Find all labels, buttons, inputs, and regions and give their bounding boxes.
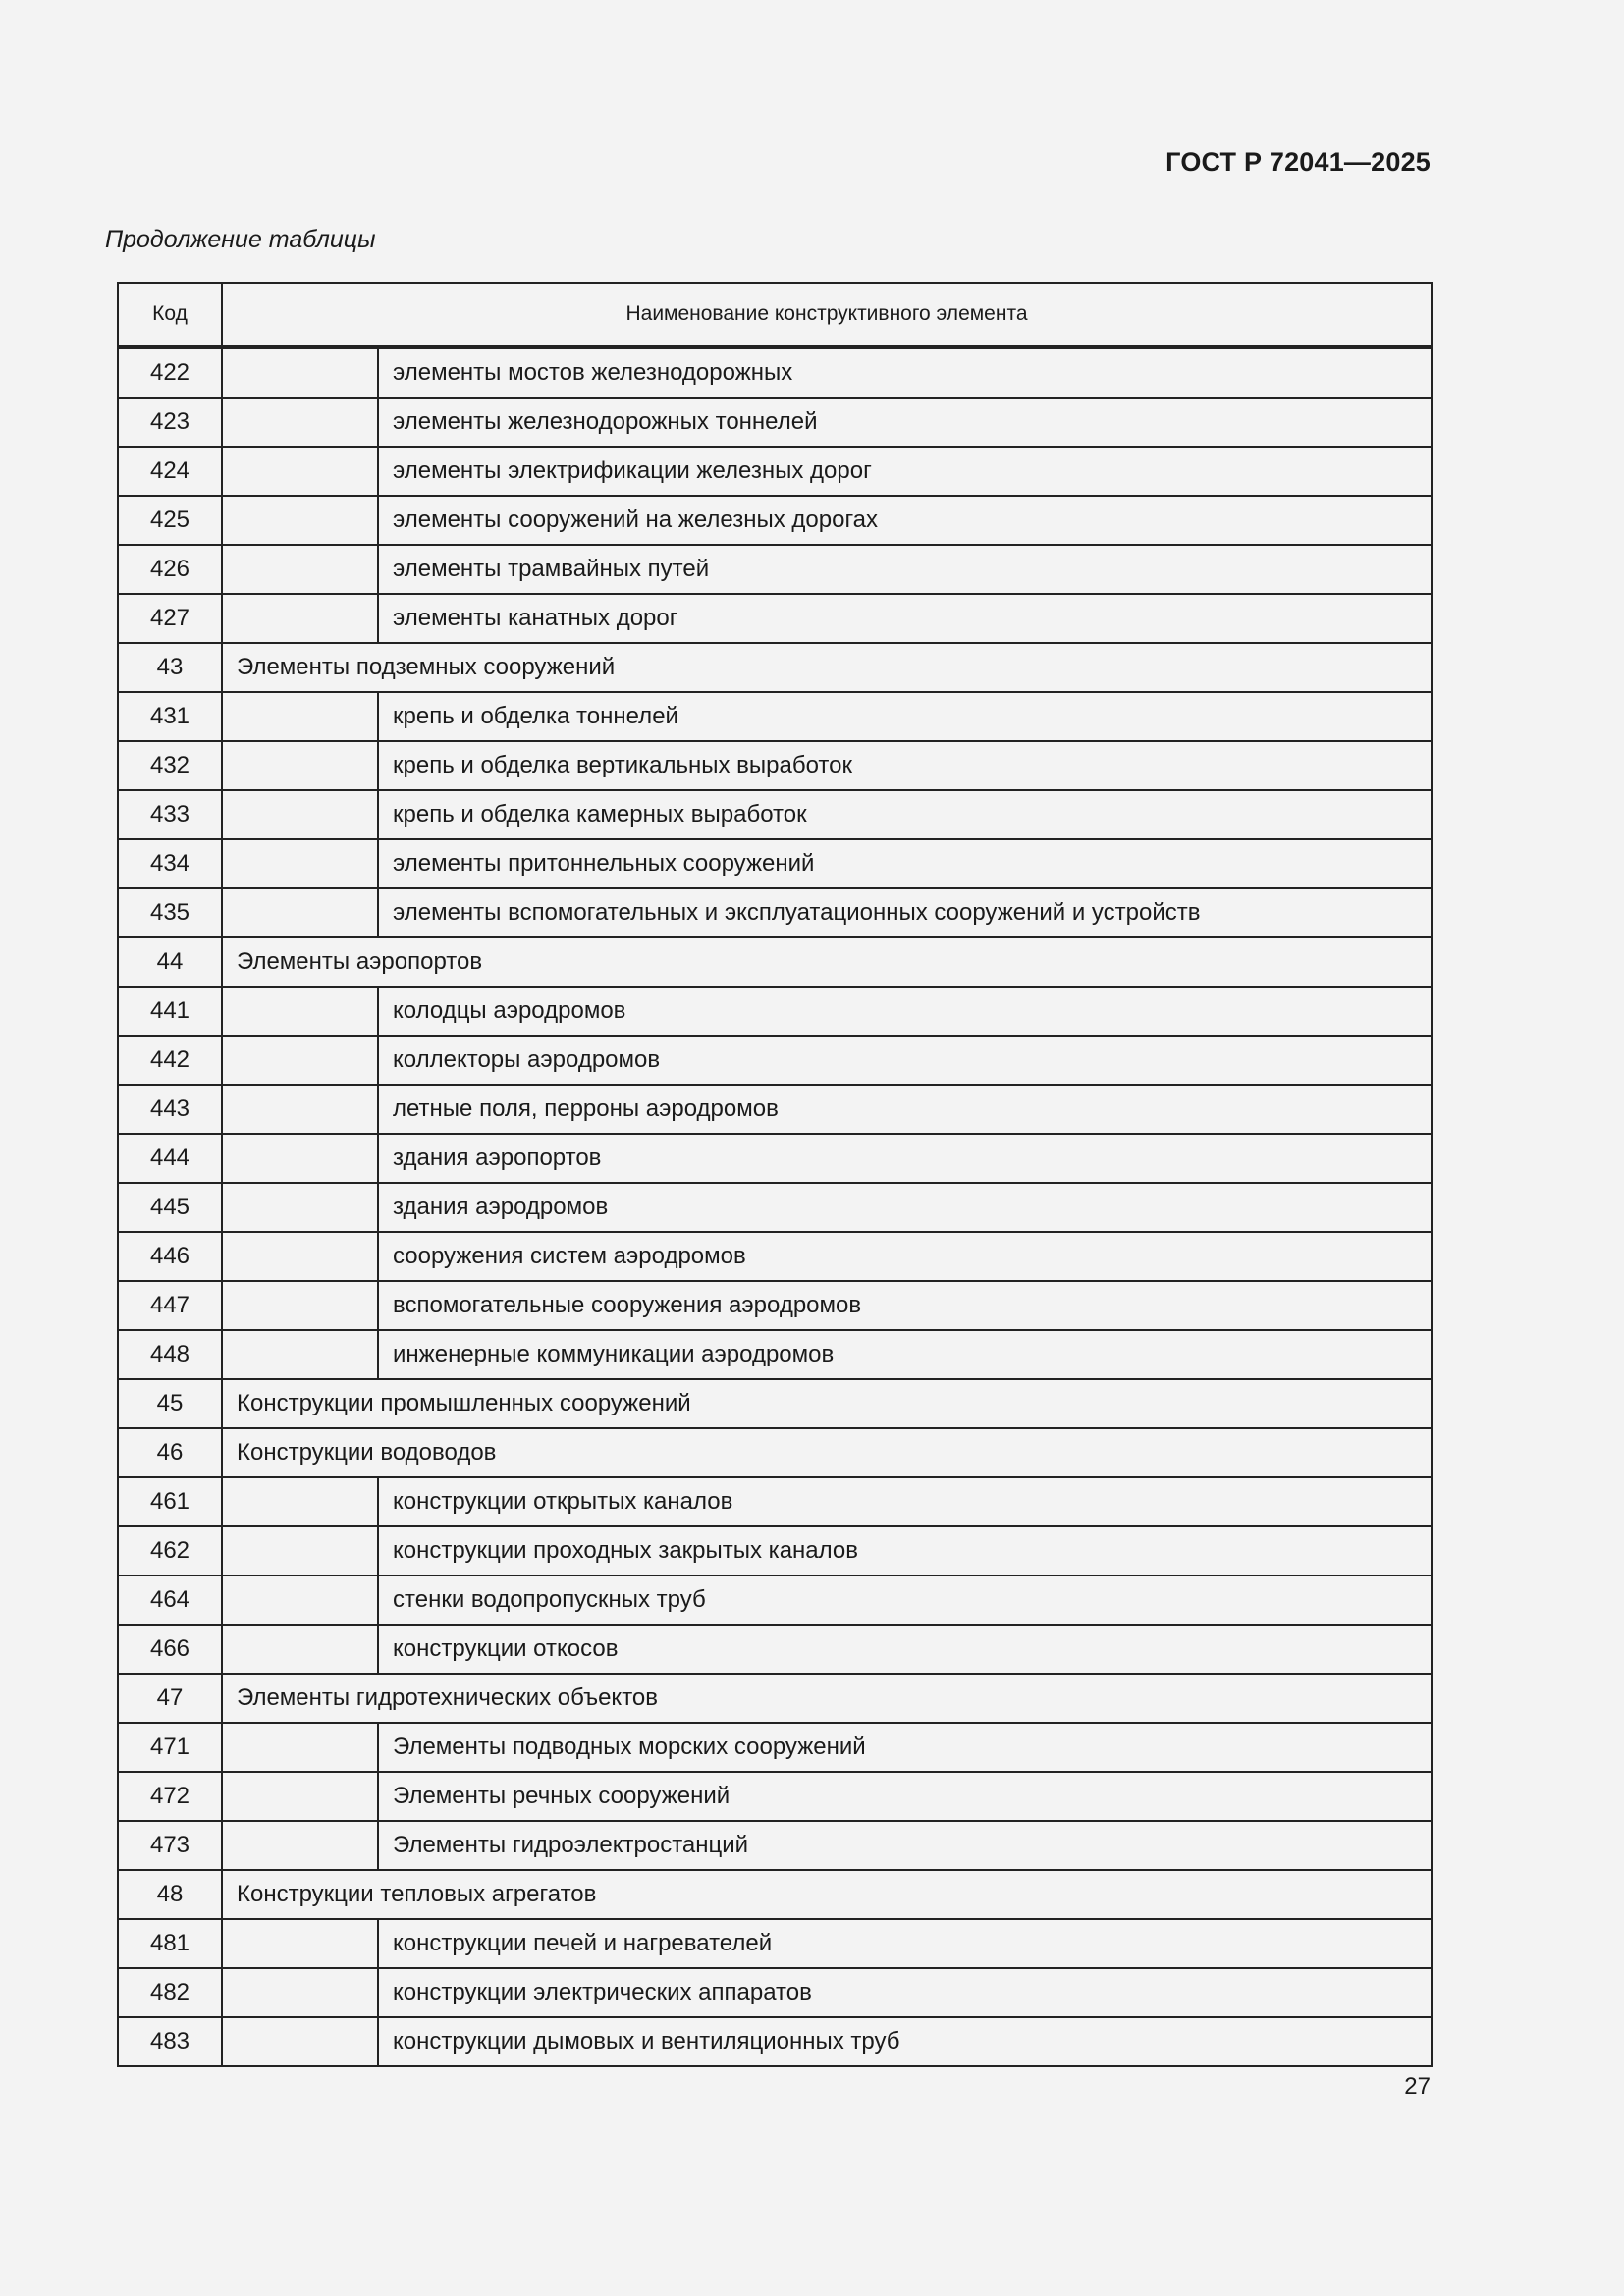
table-group-row: [118, 1379, 1432, 1428]
table-row: [118, 987, 1432, 1036]
row-name: вспомогательные сооружения аэродромов: [378, 1281, 1432, 1330]
table-row: [118, 1625, 1432, 1674]
table-row: [118, 741, 1432, 790]
table-row: [118, 398, 1432, 447]
table-row: [118, 1036, 1432, 1085]
row-name: элементы канатных дорог: [378, 594, 1432, 643]
row-code: 448: [118, 1330, 222, 1379]
row-code: 481: [118, 1919, 222, 1968]
row-code: 473: [118, 1821, 222, 1870]
row-code: 44: [118, 937, 222, 987]
table-row: [118, 594, 1432, 643]
row-indent-cell: [222, 888, 378, 937]
table-row: [118, 2017, 1432, 2066]
table-row: [118, 347, 1432, 399]
row-name: крепь и обделка тоннелей: [378, 692, 1432, 741]
row-group-name: Элементы подземных сооружений: [222, 643, 1432, 692]
row-indent-cell: [222, 347, 378, 399]
row-code: 447: [118, 1281, 222, 1330]
row-indent-cell: [222, 398, 378, 447]
row-indent-cell: [222, 496, 378, 545]
table-group-row: [118, 643, 1432, 692]
row-name: здания аэропортов: [378, 1134, 1432, 1183]
row-indent-cell: [222, 1625, 378, 1674]
row-name: элементы притоннельных сооружений: [378, 839, 1432, 888]
row-indent-cell: [222, 1232, 378, 1281]
row-indent-cell: [222, 1575, 378, 1625]
row-indent-cell: [222, 594, 378, 643]
row-name: крепь и обделка вертикальных выработок: [378, 741, 1432, 790]
row-name: Элементы гидроэлектростанций: [378, 1821, 1432, 1870]
row-indent-cell: [222, 987, 378, 1036]
table-row: [118, 1723, 1432, 1772]
row-code: 426: [118, 545, 222, 594]
table-row: [118, 692, 1432, 741]
table-row: [118, 1085, 1432, 1134]
table-group-row: [118, 1428, 1432, 1477]
row-indent-cell: [222, 790, 378, 839]
table-caption: Продолжение таблицы: [105, 226, 376, 253]
elements-table: [117, 282, 1433, 2067]
row-name: конструкции проходных закрытых каналов: [378, 1526, 1432, 1575]
row-indent-cell: [222, 1281, 378, 1330]
row-name: элементы мостов железнодорожных: [378, 347, 1432, 399]
table-row: [118, 1968, 1432, 2017]
column-header-name: Наименование конструктивного элемента: [222, 283, 1432, 347]
row-indent-cell: [222, 741, 378, 790]
row-code: 444: [118, 1134, 222, 1183]
row-name: конструкции открытых каналов: [378, 1477, 1432, 1526]
row-code: 47: [118, 1674, 222, 1723]
row-code: 423: [118, 398, 222, 447]
table-row: [118, 1134, 1432, 1183]
row-code: 45: [118, 1379, 222, 1428]
row-code: 464: [118, 1575, 222, 1625]
row-name: элементы сооружений на железных дорогах: [378, 496, 1432, 545]
row-code: 446: [118, 1232, 222, 1281]
table-row: [118, 545, 1432, 594]
table-row: [118, 1281, 1432, 1330]
row-name: коллекторы аэродромов: [378, 1036, 1432, 1085]
table-header-row: [118, 283, 1432, 347]
row-name: колодцы аэродромов: [378, 987, 1432, 1036]
row-code: 445: [118, 1183, 222, 1232]
row-code: 434: [118, 839, 222, 888]
table-group-row: [118, 937, 1432, 987]
table-row: [118, 1526, 1432, 1575]
table-row: [118, 790, 1432, 839]
row-code: 443: [118, 1085, 222, 1134]
row-name: Элементы подводных морских сооружений: [378, 1723, 1432, 1772]
table-row: [118, 1821, 1432, 1870]
row-code: 422: [118, 347, 222, 399]
row-indent-cell: [222, 1968, 378, 2017]
row-code: 482: [118, 1968, 222, 2017]
row-code: 433: [118, 790, 222, 839]
table-group-row: [118, 1674, 1432, 1723]
row-indent-cell: [222, 1134, 378, 1183]
table-row: [118, 1232, 1432, 1281]
row-code: 441: [118, 987, 222, 1036]
row-indent-cell: [222, 545, 378, 594]
table-row: [118, 447, 1432, 496]
row-group-name: Элементы гидротехнических объектов: [222, 1674, 1432, 1723]
row-name: здания аэродромов: [378, 1183, 1432, 1232]
row-name: летные поля, перроны аэродромов: [378, 1085, 1432, 1134]
table-group-row: [118, 1870, 1432, 1919]
row-code: 424: [118, 447, 222, 496]
table-body: [118, 347, 1432, 2067]
row-code: 46: [118, 1428, 222, 1477]
row-name: инженерные коммуникации аэродромов: [378, 1330, 1432, 1379]
row-code: 483: [118, 2017, 222, 2066]
table-row: [118, 1183, 1432, 1232]
row-code: 432: [118, 741, 222, 790]
row-code: 435: [118, 888, 222, 937]
row-name: элементы электрификации железных дорог: [378, 447, 1432, 496]
row-indent-cell: [222, 1330, 378, 1379]
row-indent-cell: [222, 1183, 378, 1232]
row-group-name: Конструкции промышленных сооружений: [222, 1379, 1432, 1428]
column-header-code: Код: [118, 283, 222, 347]
row-name: сооружения систем аэродромов: [378, 1232, 1432, 1281]
row-code: 427: [118, 594, 222, 643]
row-name: стенки водопропускных труб: [378, 1575, 1432, 1625]
table-row: [118, 1575, 1432, 1625]
row-name: элементы вспомогательных и эксплуатационных сооружений и устройств: [378, 888, 1432, 937]
row-name: элементы железнодорожных тоннелей: [378, 398, 1432, 447]
row-code: 472: [118, 1772, 222, 1821]
row-indent-cell: [222, 1821, 378, 1870]
row-code: 43: [118, 643, 222, 692]
row-name: крепь и обделка камерных выработок: [378, 790, 1432, 839]
row-code: 431: [118, 692, 222, 741]
row-code: 466: [118, 1625, 222, 1674]
row-name: конструкции откосов: [378, 1625, 1432, 1674]
row-code: 461: [118, 1477, 222, 1526]
row-indent-cell: [222, 1036, 378, 1085]
table-row: [118, 1477, 1432, 1526]
table-row: [118, 496, 1432, 545]
row-name: конструкции электрических аппаратов: [378, 1968, 1432, 2017]
row-code: 471: [118, 1723, 222, 1772]
row-indent-cell: [222, 2017, 378, 2066]
row-code: 462: [118, 1526, 222, 1575]
row-code: 442: [118, 1036, 222, 1085]
row-indent-cell: [222, 1526, 378, 1575]
table-row: [118, 888, 1432, 937]
table-row: [118, 1330, 1432, 1379]
table-row: [118, 1919, 1432, 1968]
row-indent-cell: [222, 1723, 378, 1772]
row-code: 48: [118, 1870, 222, 1919]
row-indent-cell: [222, 447, 378, 496]
table-row: [118, 839, 1432, 888]
row-indent-cell: [222, 1085, 378, 1134]
row-name: конструкции дымовых и вентиляционных труб: [378, 2017, 1432, 2066]
row-name: элементы трамвайных путей: [378, 545, 1432, 594]
row-indent-cell: [222, 839, 378, 888]
row-name: Элементы речных сооружений: [378, 1772, 1432, 1821]
row-group-name: Конструкции водоводов: [222, 1428, 1432, 1477]
row-name: конструкции печей и нагревателей: [378, 1919, 1432, 1968]
page-number: 27: [1404, 2073, 1431, 2100]
row-indent-cell: [222, 1772, 378, 1821]
row-indent-cell: [222, 692, 378, 741]
row-indent-cell: [222, 1919, 378, 1968]
table-row: [118, 1772, 1432, 1821]
row-indent-cell: [222, 1477, 378, 1526]
row-group-name: Элементы аэропортов: [222, 937, 1432, 987]
document-code: ГОСТ Р 72041—2025: [1165, 147, 1431, 177]
row-group-name: Конструкции тепловых агрегатов: [222, 1870, 1432, 1919]
row-code: 425: [118, 496, 222, 545]
